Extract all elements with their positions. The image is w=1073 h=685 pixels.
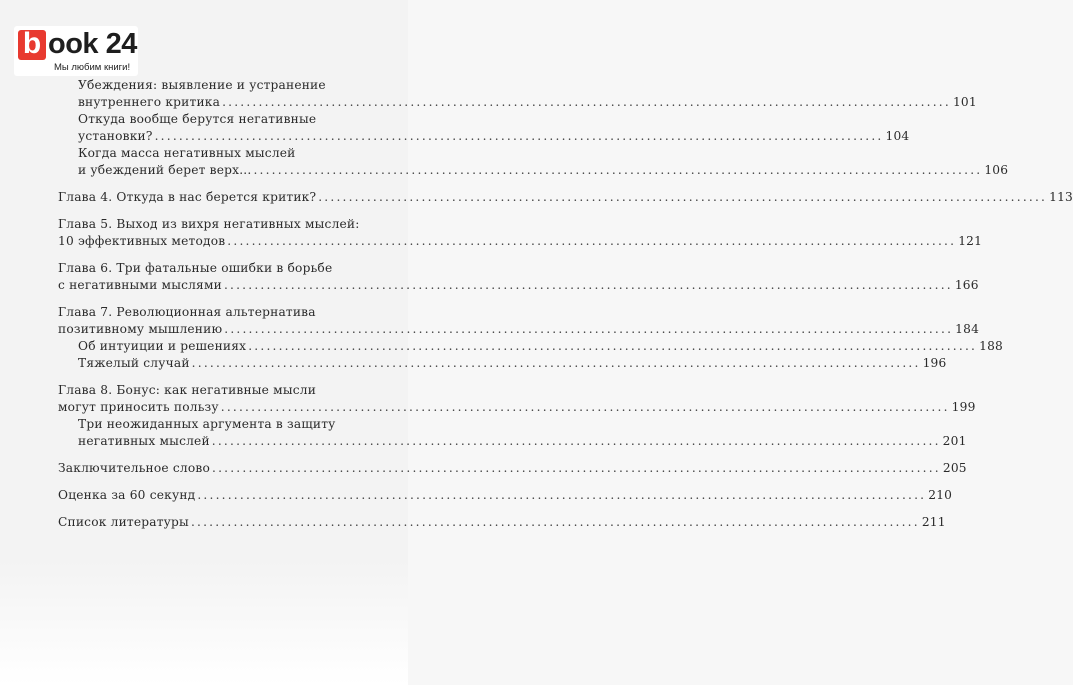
logo-badge-letter: b [22, 27, 42, 60]
page-bottom-margin [0, 560, 408, 685]
toc-entry [58, 162, 1009, 179]
toc-entry [58, 460, 967, 477]
toc-entry [58, 304, 376, 321]
toc-entry-title: Глава 8. Бонус: как негативные мысли [58, 383, 317, 397]
book24-logo[interactable] [14, 26, 138, 76]
toc-entry-title: внутреннего критика [78, 95, 221, 109]
dot-leader: ........................................................................................................................ [220, 400, 950, 414]
dot-leader: ........................................................................................................................ [227, 234, 957, 248]
toc-entry-page-number: 211 [921, 515, 946, 529]
toc-entry [58, 277, 979, 294]
toc-entry-title: Когда масса негативных мыслей [78, 146, 296, 160]
toc-entry-page-number: 104 [885, 129, 910, 143]
toc-entry-page-number: 196 [922, 356, 947, 370]
toc-entry [58, 487, 953, 504]
toc-entry-title: негативных мыслей [78, 434, 210, 448]
dot-leader: ........................................................................................................................ [197, 488, 927, 502]
dot-leader: ........................................................................................................................ [191, 356, 921, 370]
toc-entry [58, 338, 1003, 355]
toc-entry-title: и убеждений берет верх... [78, 163, 252, 177]
toc-entry-title: 10 эффективных методов [58, 234, 226, 248]
dot-leader: ........................................................................................................................ [248, 339, 978, 353]
logo-badge [18, 27, 46, 60]
dot-leader: ........................................................................................................................ [211, 434, 941, 448]
toc-entry-page-number: 205 [942, 461, 967, 475]
toc-entry-title: Откуда вообще берутся негативные [78, 112, 317, 126]
dot-leader: ........................................................................................................................ [318, 190, 1048, 204]
toc-entry-title: Список литературы [58, 515, 189, 529]
toc-entry [58, 514, 946, 531]
toc-entry [58, 128, 910, 145]
toc-entry [58, 355, 947, 372]
toc-entry-title: с негативными мыслями [58, 278, 222, 292]
toc-entry-page-number: 184 [955, 322, 980, 336]
toc-entry [58, 399, 976, 416]
dot-leader: ........................................................................................................................ [212, 461, 941, 475]
toc-entry-page-number: 210 [928, 488, 953, 502]
toc-entry [58, 145, 376, 162]
toc-entry-page-number: 199 [951, 400, 976, 414]
toc-entry-title: Тяжелый случай [78, 356, 190, 370]
dot-leader: ........................................................................................................................ [154, 129, 884, 143]
toc-entry [58, 233, 983, 250]
dot-leader: ........................................................................................................................ [253, 163, 983, 177]
toc-entry-title: установки? [78, 129, 153, 143]
toc-entry-title: Убеждения: выявление и устранение [78, 78, 326, 92]
dot-leader: ........................................................................................................................ [190, 515, 920, 529]
toc-entry [58, 216, 376, 233]
table-of-contents [58, 77, 1073, 531]
toc-entry [58, 382, 376, 399]
toc-entry-title: позитивному мышлению [58, 322, 223, 336]
toc-entry-page-number: 201 [942, 434, 967, 448]
toc-entry [58, 189, 1073, 206]
toc-entry-title: могут приносить пользу [58, 400, 219, 414]
toc-entry-page-number: 106 [984, 163, 1009, 177]
toc-entry-title: Глава 4. Откуда в нас берется критик? [58, 190, 317, 204]
toc-entry-title: Глава 5. Выход из вихря негативных мыслей: [58, 217, 360, 231]
logo-wordmark: ook 24 [48, 28, 137, 60]
toc-entry [58, 260, 376, 277]
dot-leader: ........................................................................................................................ [223, 278, 953, 292]
toc-entry [58, 77, 376, 94]
logo-tagline: Мы любим книги! [54, 62, 131, 73]
toc-entry-title: Три неожиданных аргумента в защиту [78, 417, 336, 431]
toc-entry-title: Заключительное слово [58, 461, 210, 475]
toc-entry-page-number: 166 [954, 278, 979, 292]
toc-entry [58, 321, 980, 338]
toc-entry-title: Глава 6. Три фатальные ошибки в борьбе [58, 261, 333, 275]
dot-leader: ........................................................................................................................ [224, 322, 954, 336]
toc-entry-page-number: 101 [952, 95, 977, 109]
toc-entry [58, 94, 977, 111]
toc-entry-page-number: 121 [958, 234, 983, 248]
toc-entry [58, 433, 967, 450]
dot-leader: ........................................................................................................................ [222, 95, 951, 109]
toc-entry [58, 416, 376, 433]
toc-entry [58, 111, 376, 128]
toc-entry-title: Об интуиции и решениях [78, 339, 247, 353]
toc-entry-title: Глава 7. Революционная альтернатива [58, 305, 316, 319]
toc-entry-title: Оценка за 60 секунд [58, 488, 196, 502]
toc-entry-page-number: 113 [1049, 190, 1073, 204]
toc-entry-page-number: 188 [979, 339, 1003, 353]
